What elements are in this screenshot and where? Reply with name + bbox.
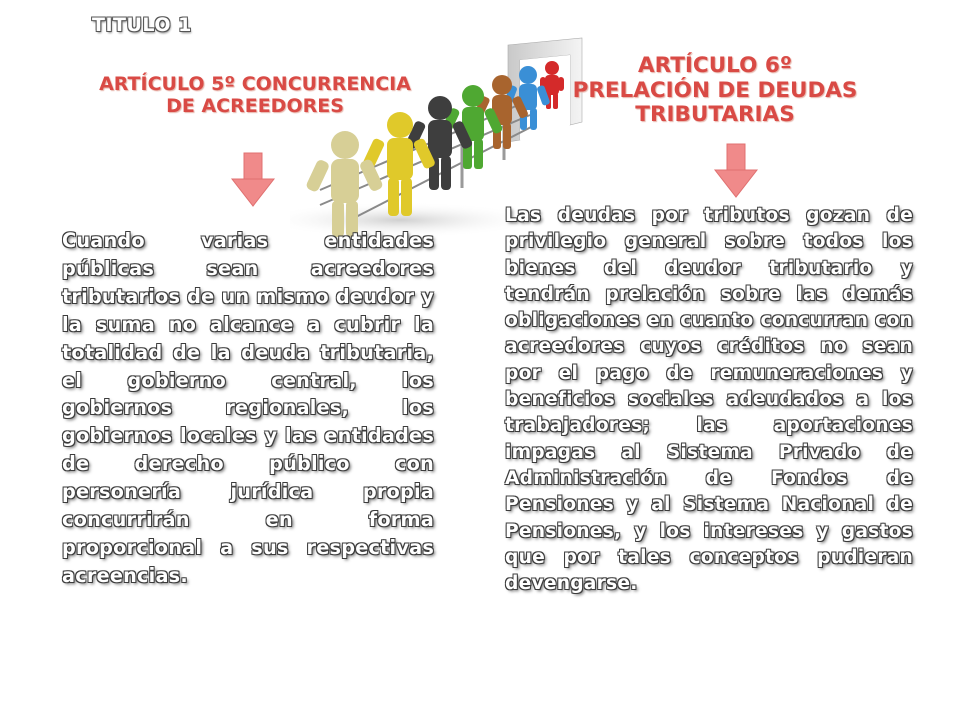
article-5-text: Cuando varias entidades públicas sean acreedores tributarios de un mismo deudor y la suma no alcance a cubrir la totalidad de la deuda tributaria, el gobierno central, los gobiernos regionales, los gobiernos locales y las entidades de derecho público con personería jurídica propia concurrirán en forma proporcional a sus respectivas acreencias. bbox=[62, 229, 434, 587]
down-arrow-icon bbox=[713, 143, 759, 199]
article-6-heading-line2: PRELACIÓN DE DEUDAS bbox=[572, 77, 858, 103]
down-arrow-icon bbox=[230, 152, 276, 208]
article-5-heading-line2: DE ACREEDORES bbox=[166, 94, 344, 117]
article-6-heading-line1: ARTÍCULO 6º bbox=[638, 53, 792, 78]
article-6-heading bbox=[560, 54, 870, 128]
article-6-text: Las deudas por tributos gozan de privilegio general sobre todos los bienes del deudor tributario y tendrán prelación sobre las demás obligaciones en cuanto concurran con acreedores cuyos créditos no sean por el pago de remuneraciones y beneficios sociales adeudados a los trabajadores; las aportaciones impagas al Sistema Privado de Administración de Fondos de Pensiones y al Sistema Nacional de Pensiones, y los intereses y gastos que por tales conceptos pudieran devengarse. bbox=[505, 205, 913, 595]
article-6-heading-line3: TRIBUTARIAS bbox=[635, 102, 795, 128]
section-title: TITULO 1 bbox=[92, 14, 192, 36]
article-5-heading-line1: ARTÍCULO 5º CONCURRENCIA bbox=[99, 73, 411, 95]
article-5-heading bbox=[96, 74, 414, 118]
